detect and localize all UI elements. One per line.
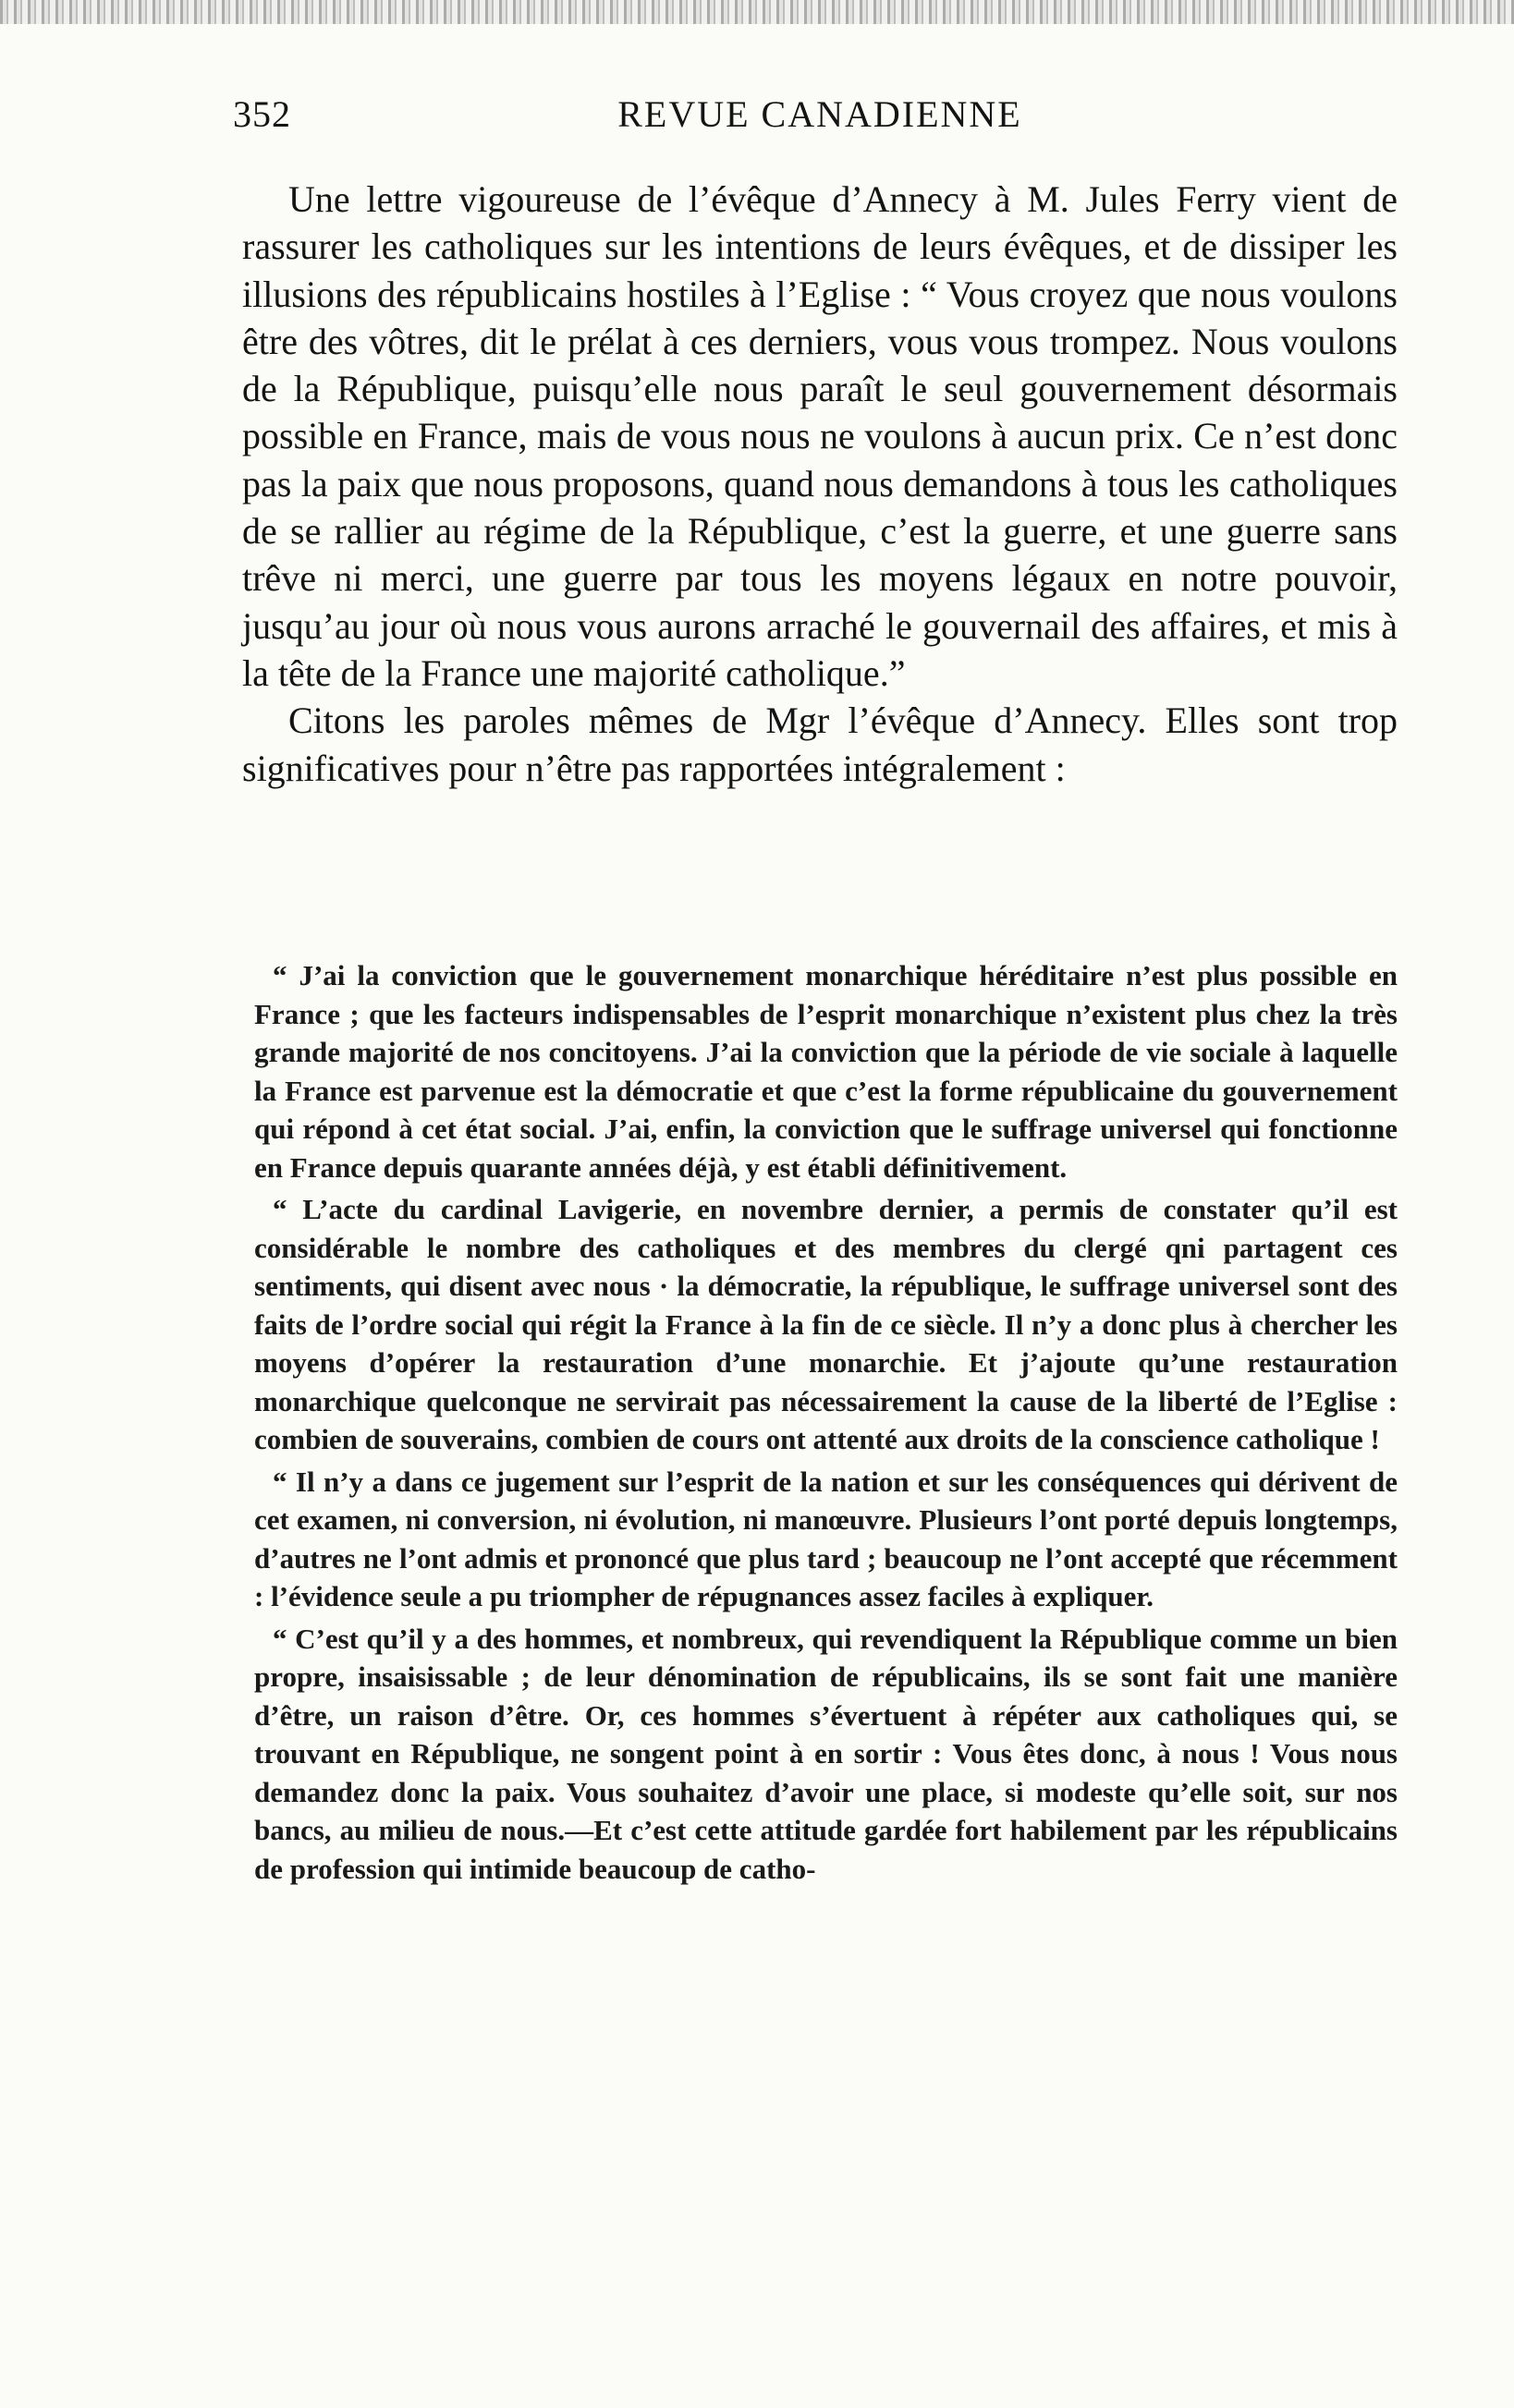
running-title: REVUE CANADIENNE (617, 93, 1022, 135)
main-text (242, 176, 1398, 792)
page-number: 352 (233, 93, 291, 135)
quote-paragraph: “ Il n’y a dans ce jugement sur l’esprit de la nation et sur les conséquences qui dérivent de cet examen, ni conversion, ni évolution, ni manœuvre. Plusieurs l’ont porté depuis longtemps, d’autres ne l’ont admis et prononcé que plus tard ; beaucoup ne l’ont accepté que récemment : l’évidence seule a pu triompher de répugnances assez faciles à expliquer. (254, 1465, 1398, 1612)
quoted-letter (254, 956, 1398, 1891)
body-paragraph: Une lettre vigoureuse de l’évêque d’Annecy à M. Jules Ferry vient de rassurer les catholiques sur les intentions de leurs évêques, et de dissiper les illusions des républicains hostiles à l’Eglise : “ Vous croyez que nous voulons être des vôtres, dit le prélat à ces derniers, vous vous trompez. Nous voulons de la République, puisqu’elle nous paraît le seul gouvernement désormais possible en France, mais de vous nous ne voulons à aucun prix. Ce n’est donc pas la paix que nous proposons, quand nous demandons à tous les catholiques de se rallier au régime de la République, c’est la guerre, et une guerre sans trêve ni merci, une guerre par tous les moyens légaux en notre pouvoir, jusqu’au jour où nous vous aurons arraché le gouvernail des affaires, et mis à la tête de la France une majorité catholique.” (242, 178, 1398, 694)
page-header (233, 92, 1407, 148)
body-paragraph: Citons les paroles mêmes de Mgr l’évêque d’Annecy. Elles sont trop significatives pour n’être pas rapportées intégralement : (242, 699, 1398, 789)
quote-paragraph: “ L’acte du cardinal Lavigerie, en novembre dernier, a permis de constater qu’il est considérable le nombre des catholiques et des membres du clergé qni partagent ces sentiments, qui disent avec nous · la démocratie, la république, le suffrage universel sont des faits de l’ordre social qui régit la France à la fin de ce siècle. Il n’y a donc plus à chercher les moyens d’opérer la restauration d’une monarchie. Et j’ajoute qu’une restauration monarchique quelconque ne servirait pas nécessairement la cause de la liberté de l’Eglise : combien de souverains, combien de cours ont attenté aux droits de la conscience catholique ! (254, 1193, 1398, 1455)
quote-paragraph: “ J’ai la conviction que le gouvernement monarchique héréditaire n’est plus possible en France ; que les facteurs indispensables de l’esprit monarchique n’existent plus chez la très grande majorité de nos concitoyens. J’ai la conviction que la période de vie sociale à laquelle la France est parvenue est la démocratie et que c’est la forme républicaine du gouvernement qui répond à cet état social. J’ai, enfin, la conviction que le suffrage universel qui fonctionne en France depuis quarante années déjà, y est établi définitivement. (254, 959, 1398, 1184)
quote-paragraph: “ C’est qu’il y a des hommes, et nombreux, qui revendiquent la République comme un bien propre, insaisissable ; de leur dénomination de républicains, ils se sont fait une manière d’être, un raison d’être. Or, ces hommes s’évertuent à répéter aux catholiques qui, se trouvant en République, ne songent point à en sortir : Vous êtes donc, à nous ! Vous nous demandez donc la paix. Vous souhaitez d’avoir une place, si modeste qu’elle soit, sur nos bancs, au milieu de nous.—Et c’est cette attitude gardée fort habilement par les républicains de profession qui intimide beaucoup de catho- (254, 1622, 1398, 1885)
scan-edge-noise (0, 0, 1514, 24)
